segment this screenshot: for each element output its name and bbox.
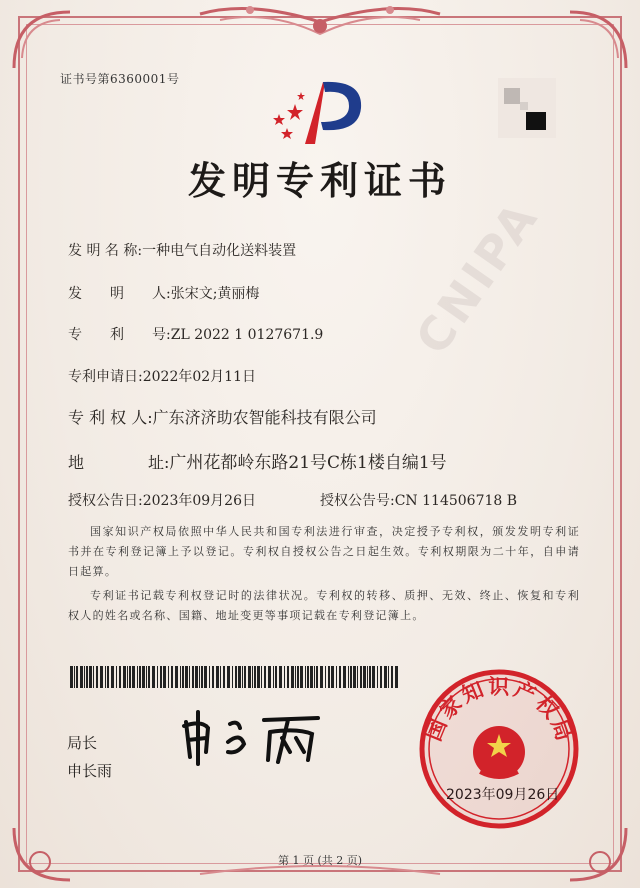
seal-date: 2023年09月26日 [446, 787, 560, 803]
seal-text: 国家知识产权局 [421, 674, 578, 747]
field-label: 地 址: [68, 453, 170, 472]
field-invention-name [68, 240, 296, 260]
field-value: 张宋文;黄丽梅 [170, 286, 260, 302]
field-value: 2023年09月26日 [142, 493, 256, 509]
watermark: CNIPA [405, 190, 550, 364]
field-patent-number [68, 324, 323, 344]
field-inventor [68, 283, 259, 303]
field-value: 一种电气自动化送料装置 [142, 243, 297, 259]
corner-ornament-top-left [10, 8, 80, 78]
field-value: 广东济济助农智能科技有限公司 [152, 408, 377, 427]
signature-title: 局长 [67, 734, 98, 752]
handwritten-signature-icon [178, 702, 328, 772]
field-grant-number [320, 490, 517, 510]
field-value: 2022年02月11日 [142, 369, 256, 385]
field-label: 专利申请日: [68, 369, 143, 385]
field-application-date [68, 366, 256, 386]
field-value: ZL 2022 1 0127671.9 [170, 327, 324, 343]
corner-ornament-top-right [560, 8, 630, 78]
field-address [68, 448, 447, 473]
field-label: 发 明 人: [68, 286, 171, 302]
qr-code-icon [498, 78, 556, 138]
field-grant-date [68, 490, 256, 510]
field-label: 专 利 号: [68, 327, 171, 343]
field-label: 授权公告日: [68, 493, 143, 509]
field-label: 发 明 名 称: [68, 243, 143, 259]
field-label: 授权公告号: [320, 493, 395, 509]
cnipa-logo-icon [265, 74, 375, 154]
field-patentee [68, 405, 377, 428]
certificate-number: 证书号第6360001号 [60, 72, 180, 86]
page-number: 第 1 页 (共 2 页) [277, 854, 363, 867]
field-value: 广州花都岭东路21号C栋1楼自编1号 [169, 453, 447, 473]
certificate-title: 发明专利证书 [187, 159, 452, 203]
official-seal-icon [418, 668, 580, 830]
notice-paragraph-2: 专利证书记载专利权登记时的法律状况。专利权的转移、质押、无效、终止、恢复和专利权人的姓名或名称、国籍、地址变更等事项记载在专利登记簿上。 [68, 589, 580, 622]
top-ornament [190, 0, 450, 46]
field-value: CN 114506718 B [394, 493, 518, 509]
signature-name: 申长雨 [67, 762, 113, 780]
notice-paragraph-1: 国家知识产权局依照中华人民共和国专利法进行审查，决定授予专利权，颁发发明专利证书并在专利登记簿上予以登记。专利权自授权公告之日起生效。专利权期限为二十年，自申请日起算。 [68, 525, 580, 578]
barcode-icon [70, 666, 400, 688]
field-label: 专 利 权 人: [68, 408, 153, 427]
